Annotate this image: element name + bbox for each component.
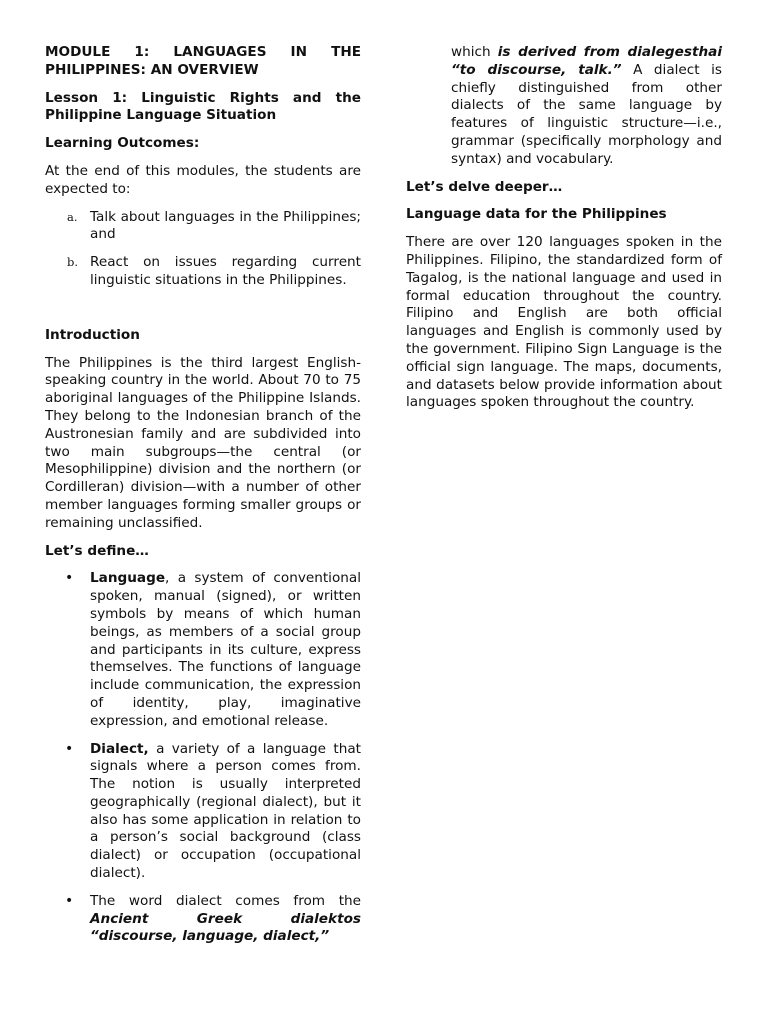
word-origin-prefix: The word dialect comes from the: [90, 892, 361, 909]
delve-deeper-heading: Let’s delve deeper…: [406, 178, 563, 195]
bullet-icon: •: [65, 892, 74, 909]
outcome-item-b: [45, 254, 361, 290]
outcome-marker-b: b.: [67, 255, 79, 270]
term-language: Language: [90, 570, 166, 587]
term-dialect: Dialect,: [90, 740, 149, 757]
module-title: MODULE 1: LANGUAGES IN THE PHILIPPINES: AN OVERVIEW: [45, 44, 361, 78]
introduction-paragraph: The Philippines is the third largest English-speaking country in the world. About 70 to 75 aboriginal languages of the Philippine Islands. They belong to the Indonesian branch of the Austronesian family and are subdivided into two main subgroups—the central (or Mesophilippine) division and the northern (or Cordilleran) division—with a number of other member languages forming smaller groups or remaining unclassified.: [45, 354, 361, 531]
dialect-continuation: [406, 44, 722, 169]
language-data-paragraph: There are over 120 languages spoken in the Philippines. Filipino, the standardized form of Tagalog, is the national language and used in formal education throughout the country. Filipino and English are both official languages and English is commonly used by the government. Filipino Sign Language is the official sign language. The maps, documents, and datasets below provide information about languages spoken throughout the country.: [406, 234, 722, 411]
outcome-text-b: React on issues regarding current linguistic situations in the Philippines.: [90, 254, 361, 288]
word-origin-emphasis: Ancient Greek dialektos “discourse, language, dialect,”: [90, 910, 361, 945]
definition-word-origin: [45, 893, 361, 946]
outcomes-intro: At the end of this modules, the students are expected to:: [45, 162, 361, 197]
define-heading: Let’s define…: [45, 542, 149, 559]
continuation-text: A dialect is chiefly distinguished from other dialects of the same language by features of linguistic structure—i.e., grammar (specifically morphology and syntax) and vocabulary.: [451, 61, 722, 167]
outcome-text-a: Talk about languages in the Philippines; and: [90, 208, 361, 243]
outcome-item-a: [45, 209, 361, 245]
continuation-emphasis: is derived from dialegesthai “to discourse, talk.”: [451, 44, 722, 78]
definition-language-text: , a system of conventional spoken, manual (signed), or written symbols by means of which human beings, as members of a social group and participants in its culture, express themselves. The functions of language include communication, the expression of identity, play, imaginative expression, and emotional release.: [90, 570, 361, 729]
right-column: [406, 44, 722, 412]
lesson-title: Lesson 1: Linguistic Rights and the Philippine Language Situation: [45, 89, 361, 124]
definition-language: [45, 570, 361, 730]
outcome-marker-a: a.: [67, 209, 78, 224]
language-data-heading: Language data for the Philippines: [406, 206, 667, 223]
definition-dialect-text: a variety of a language that signals where a person comes from. The notion is usually interpreted geographically (regional dialect), but it also has some application in relation to a person’s social background (class dialect) or occupation (occupational dialect).: [90, 740, 361, 882]
left-column: [45, 44, 361, 946]
learning-outcomes-heading: Learning Outcomes:: [45, 135, 200, 152]
continuation-prefix: which: [451, 44, 498, 60]
introduction-heading: Introduction: [45, 326, 140, 343]
bullet-icon: •: [65, 570, 74, 587]
definition-dialect: [45, 741, 361, 883]
bullet-icon: •: [65, 740, 74, 757]
